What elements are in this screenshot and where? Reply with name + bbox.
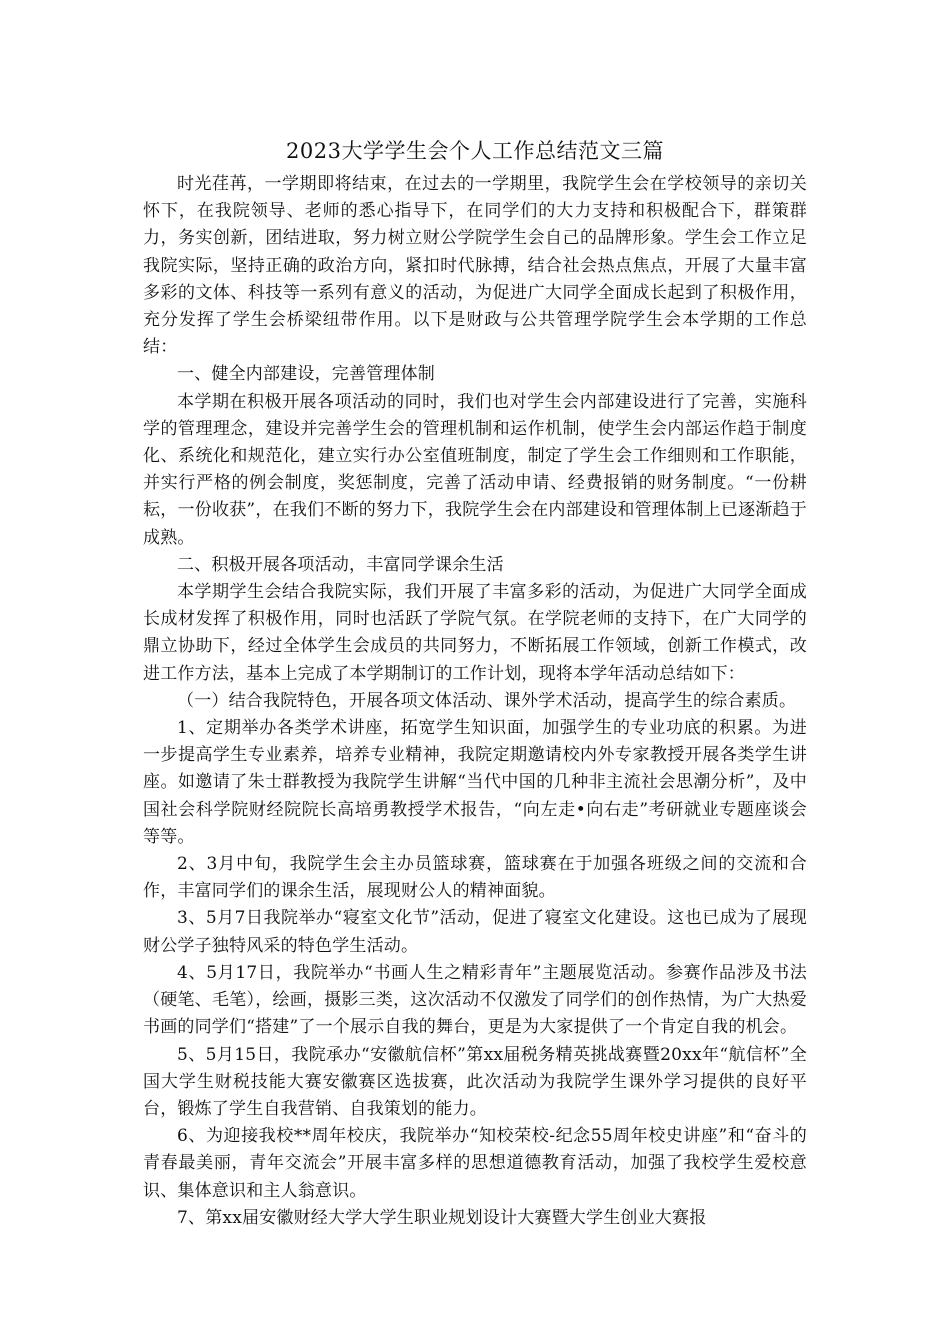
list-item-5: 5、5月15日，我院承办“安徽航信杯”第xx届税务精英挑战赛暨20xx年“航信杯”全国大学生财税技能大赛安徽赛区选拔赛，此次活动为我院学生课外学习提供的良好平台，锻炼了学生自我营销、自我策划的能力。 — [143, 1044, 807, 1119]
section-heading-1: 一、健全内部建设，完善管理体制 — [177, 364, 435, 385]
list-item-1: 1、定期举办各类学术讲座，拓宽学生知识面，加强学生的专业功底的积累。为进一步提高学生专业素养，培养专业精神，我院定期邀请校内外专家教授开展各类学生讲座。如邀请了朱士群教授为我院学生讲解“当代中国的几种非主流社会思潮分析”，及中国社会科学院财经院院长高培勇教授学术报告，“向左走•向右走”考研就业专题座谈会等等。 — [143, 718, 807, 847]
list-item-4: 4、5月17日，我院举办“书画人生之精彩青年”主题展览活动。参赛作品涉及书法（硬笔、毛笔），绘画，摄影三类，这次活动不仅激发了同学们的创作热情，为广大热爱书画的同学们“搭建”了一个展示自我的舞台，更是为大家提供了一个肯定自我的机会。 — [143, 962, 807, 1038]
section-2-paragraph: 本学期学生会结合我院实际，我们开展了丰富多彩的活动，为促进广大同学全面成长成材发挥了积极作用，同时也活跃了学院气氛。在学院老师的支持下，在广大同学的鼎立协助下，经过全体学生会成员的共同努力，不断拓展工作领域，创新工作模式，改进工作方法，基本上完成了本学期制订的工作计划，现将本学年活动总结如下： — [143, 582, 807, 684]
section-heading-2: 二、积极开展各项活动，丰富同学课余生活 — [177, 554, 504, 575]
intro-paragraph: 时光荏苒，一学期即将结束，在过去的一学期里，我院学生会在学校领导的亲切关怀下，在我院领导、老师的悉心指导下，在同学们的大力支持和积极配合下，群策群力，务实创新，团结进取，努力树立财公学院学生会自己的品牌形象。学生会工作立足我院实际，坚持正确的政治方向，紧扣时代脉搏，结合社会热点焦点，开展了大量丰富多彩的文体、科技等一系列有意义的活动，为促进广大同学全面成长起到了积极作用，充分发挥了学生会桥梁纽带作用。以下是财政与公共管理学院学生会本学期的工作总结： — [143, 174, 807, 358]
section-1-paragraph: 本学期在积极开展各项活动的同时，我们也对学生会内部建设进行了完善，实施科学的管理理念，建设并完善学生会的管理机制和运作机制，使学生会内部运作趋于制度化、系统化和规范化，建立实行办公室值班制度，制定了学生会工作细则和工作职能，并实行严格的例会制度，奖惩制度，完善了活动申请、经费报销的财务制度。“一份耕耘，一份收获”，在我们不断的努力下，我院学生会在内部建设和管理体制上已逐渐趋于成熟。 — [143, 391, 807, 548]
list-item-3: 3、5月7日我院举办“寝室文化节”活动，促进了寝室文化建设。这也已成为了展现财公学子独特风采的特色学生活动。 — [143, 908, 807, 956]
document-body — [143, 134, 807, 1232]
list-item-7: 7、第xx届安徽财经大学大学生职业规划设计大赛暨大学生创业大赛报 — [177, 1207, 707, 1228]
subsection-heading-1: （一）结合我院特色，开展各项文体活动、课外学术活动，提高学生的综合素质。 — [177, 690, 797, 711]
list-item-2: 2、3月中旬，我院学生会主办员篮球赛，篮球赛在于加强各班级之间的交流和合作，丰富同学们的课余生活，展现财公人的精神面貌。 — [143, 854, 807, 902]
list-item-6: 6、为迎接我校**周年校庆，我院举办“知校荣校-纪念55周年校史讲座”和“奋斗的青春最美丽，青年交流会”开展丰富多样的思想道德教育活动，加强了我校学生爱校意识、集体意识和主人翁意识。 — [143, 1126, 807, 1201]
document-title: 2023大学学生会个人工作总结范文三篇 — [286, 139, 664, 163]
